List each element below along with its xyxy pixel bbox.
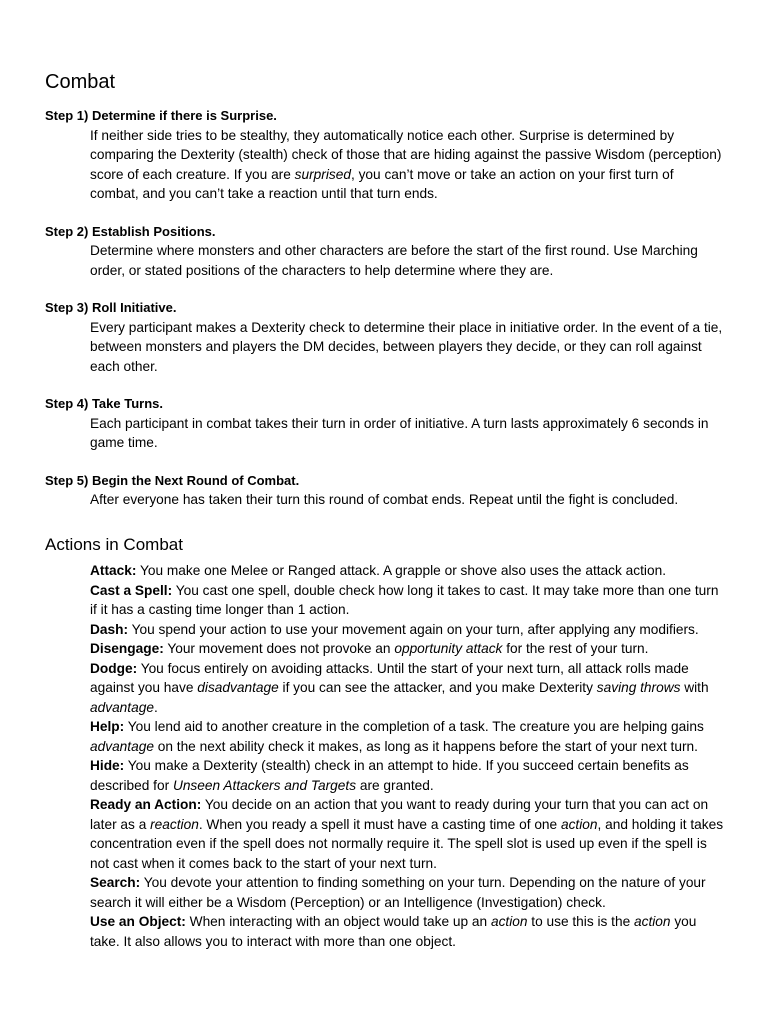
action-label: Cast a Spell: [90, 582, 173, 598]
action-hide [90, 756, 726, 795]
action-emphasis: advantage [90, 699, 154, 715]
step-title: Step 2) Establish Positions. [45, 223, 216, 239]
action-text: You focus entirely on avoiding attacks. Until the start of your next turn, all attack rolls made against you have [90, 660, 689, 695]
action-text: are granted. [356, 777, 434, 793]
action-text: if you can see the attacker, and you make Dexterity [278, 680, 597, 695]
action-attack [90, 561, 726, 581]
step-title: Step 1) Determine if there is Surprise. [45, 108, 277, 123]
action-label: Search: [90, 875, 141, 890]
actions-list [90, 561, 726, 951]
step-text: , you can’t move or take an action on your first turn of combat, and you can’t take a reaction until that turn ends. [90, 166, 674, 201]
action-label: Dash: [90, 621, 129, 637]
action-text: with [680, 680, 709, 695]
action-emphasis: Unseen Attackers and Targets [172, 777, 357, 793]
action-emphasis: opportunity attack [394, 641, 503, 656]
action-emphasis: action [490, 914, 528, 929]
action-label: Ready an Action: [90, 797, 202, 812]
action-text: . When you ready a spell it must have a casting time of one [198, 816, 561, 832]
action-emphasis: disadvantage [197, 680, 279, 695]
action-text: You devote your attention to finding something on your turn. Depending on the nature of your search it will either be a Wisdom (Perception) or an Intelligence (Investigation) check. [90, 875, 706, 910]
step-body: Each participant in combat takes their turn in order of initiative. A turn lasts approximately 6 seconds in game time. [90, 415, 709, 450]
action-label: Disengage: [90, 641, 164, 656]
step-3 [45, 298, 725, 376]
page-title: Combat [45, 71, 116, 93]
action-label: Attack: [90, 563, 137, 578]
step-body: Every participant makes a Dexterity check to determine their place in initiative order. In the event of a tie, between monsters and players the DM decides, between players they decide, or they can roll against each other. [90, 319, 723, 374]
action-help [90, 717, 726, 756]
action-label: Dodge: [90, 660, 138, 676]
action-text: for the rest of your turn. [502, 641, 649, 656]
action-text: You lend aid to another creature in the completion of a task. The creature you are helping gains [124, 719, 704, 734]
action-text: , and holding it takes concentration even if the spell does not normally require it. The spell slot is used up even if the spell is not cast when it comes back to the start of your next turn. [90, 816, 724, 871]
action-emphasis: action [560, 816, 598, 832]
step-emphasis: surprised [294, 166, 351, 182]
step-body [90, 126, 725, 204]
action-label: Help: [90, 719, 125, 734]
action-dodge [90, 659, 726, 718]
action-cast-spell [90, 581, 726, 620]
step-4 [45, 394, 725, 453]
step-body: Determine where monsters and other characters are before the start of the first round. Use Marching order, or stated positions of the characters to help determine where they are. [90, 243, 698, 278]
action-emphasis: saving throws [596, 680, 681, 695]
action-text: You make a Dexterity (stealth) check in an attempt to hide. If you succeed certain benefits as described for [90, 758, 689, 793]
combat-steps [45, 106, 725, 528]
action-text: . [153, 699, 158, 715]
action-text: You make one Melee or Ranged attack. A grapple or shove also uses the attack action. [136, 563, 666, 578]
action-emphasis: action [634, 914, 671, 929]
action-text: you take. It also allows you to interact with more than one object. [90, 914, 697, 949]
actions-heading: Actions in Combat [45, 535, 183, 554]
step-title: Step 4) Take Turns. [45, 396, 163, 411]
step-2 [45, 222, 725, 281]
step-title: Step 5) Begin the Next Round of Combat. [45, 472, 300, 488]
action-emphasis: advantage [90, 738, 154, 754]
action-label: Use an Object: [90, 914, 186, 929]
action-text: You cast one spell, double check how long it takes to cast. It may take more than one turn if it has a casting time longer than 1 action. [90, 582, 719, 617]
step-5 [45, 471, 725, 510]
action-ready [90, 795, 726, 873]
action-emphasis: reaction [150, 816, 199, 832]
action-text: Your movement does not provoke an [163, 641, 395, 656]
step-text: If neither side tries to be stealthy, they automatically notice each other. Surprise is determined by comparing the Dexterity (stealth) check of those that are hiding against the passive Wisdom (perception) score of each creature. If you are [90, 127, 722, 182]
step-title: Step 3) Roll Initiative. [45, 300, 177, 315]
action-disengage [90, 639, 726, 659]
step-1 [45, 106, 725, 204]
action-text: to use this is the [527, 914, 634, 929]
action-text: You decide on an action that you want to ready during your turn that you can act on later as a [90, 797, 709, 832]
action-label: Hide: [90, 758, 125, 773]
action-use-object [90, 912, 726, 951]
action-text: When interacting with an object would take up an [185, 914, 491, 929]
step-body: After everyone has taken their turn this round of combat ends. Repeat until the fight is concluded. [90, 492, 679, 507]
action-text: You spend your action to use your movement again on your turn, after applying any modifiers. [128, 621, 699, 637]
action-dash [90, 620, 726, 640]
action-text: on the next ability check it makes, as long as it happens before the start of your next turn. [153, 738, 698, 754]
action-search [90, 873, 726, 912]
